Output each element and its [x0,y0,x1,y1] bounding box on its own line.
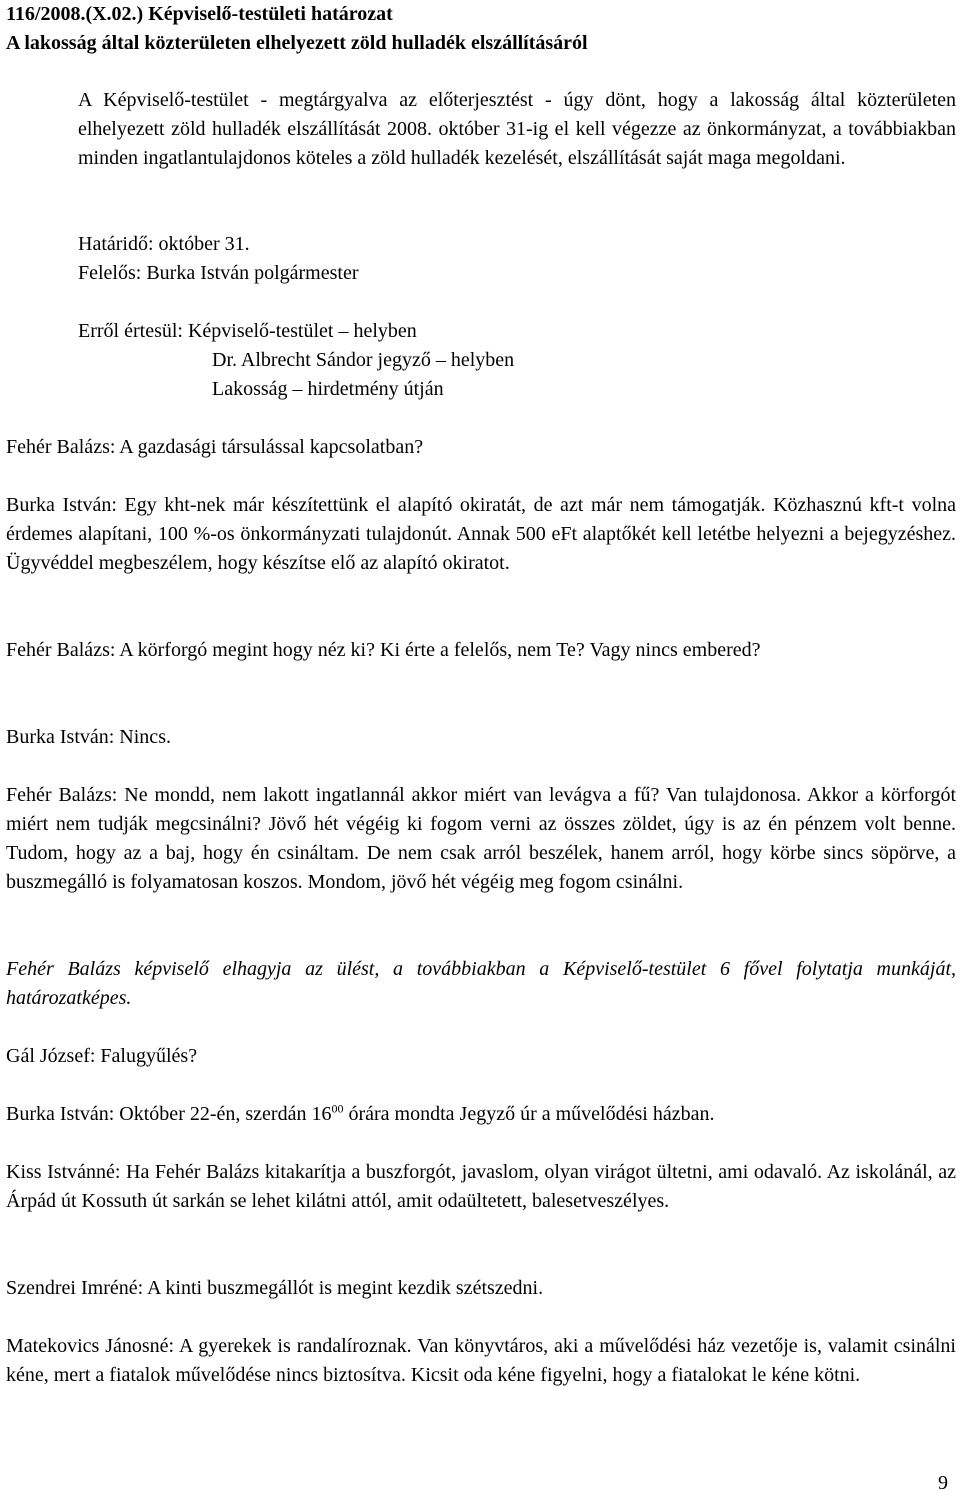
paragraph-8-superscript: 00 [331,1101,344,1116]
paragraph-6-italic-note: Fehér Balázs képviselő elhagyja az ülést, a továbbiakban a Képviselő-testület 6 fővel folytatja munkáját, határozatképes. [6,958,956,1009]
paragraph-11: Matekovics Jánosné: A gyerekek is randalíroznak. Van könyvtáros, aki a művelődési ház vezetője is, valamit csinálni kéne, mert a fiatalok művelődése nincs biztosítva. Kicsit oda kéne figyelni, hogy a fiatalokat le kéne kötni. [6,1335,956,1386]
paragraph-1: Fehér Balázs: A gazdasági társulással kapcsolatban? [6,436,424,458]
notify-line-2: Dr. Albrecht Sándor jegyző – helyben [212,349,515,371]
paragraph-3: Fehér Balázs: A körforgó megint hogy néz ki? Ki érte a felelős, nem Te? Vagy nincs embered? [6,639,761,661]
responsible-line: Felelős: Burka István polgármester [78,262,359,284]
paragraph-2: Burka István: Egy kht-nek már készítettünk el alapító okiratát, de azt már nem támogatják. Közhasznú kft-t volna érdemes alapítani, 100 %-os önkormányzati tulajdonút. Annak 500 eFt alaptőkét kell letétbe helyezni a bejegyzéshez. Ügyvéddel megbeszélem, hogy készítse elő az alapító okiratot. [6,494,956,574]
paragraph-7: Gál József: Falugyűlés? [6,1045,198,1067]
notify-line-3: Lakosság – hirdetmény útján [212,378,444,400]
resolution-subtitle: A lakosság által közterületen elhelyezett zöld hulladék elszállításáról [6,32,588,54]
paragraph-8 [6,1100,956,1129]
paragraph-10: Szendrei Imréné: A kinti buszmegállót is megint kezdik szétszedni. [6,1277,544,1299]
page-number: 9 [938,1472,948,1494]
paragraph-5: Fehér Balázs: Ne mondd, nem lakott ingatlannál akkor miért van levágva a fű? Van tulajdonosa. Akkor a körforgót miért nem tudják megcsinálni? Jövő hét végéig ki fogom verni az összes zöldet, úgy is az én pénzem volt benne. Tudom, hogy az a baj, hogy én csináltam. De nem csak arról beszélek, hanem arról, hogy körbe sincs söpörve, a buszmegálló is folyamatosan koszos. Mondom, jövő hét végéig meg fogom csinálni. [6,784,956,893]
resolution-text: A Képviselő-testület - megtárgyalva az előterjesztést - úgy dönt, hogy a lakosság által közterületen elhelyezett zöld hulladék elszállítását 2008. október 31-ig el kell végezze az önkormányzat, a továbbiakban minden ingatlantulajdonos köteles a zöld hulladék kezelését, elszállítását saját maga megoldani. [78,89,956,169]
resolution-title: 116/2008.(X.02.) Képviselő-testületi határozat [6,3,393,25]
deadline-line: Határidő: október 31. [78,233,250,255]
paragraph-4: Burka István: Nincs. [6,726,171,748]
paragraph-8-text-a: Burka István: Október 22-én, szerdán 16 [6,1103,332,1125]
notify-line-1: Erről értesül: Képviselő-testület – helyben [78,320,417,342]
paragraph-9: Kiss Istvánné: Ha Fehér Balázs kitakarítja a buszforgót, javaslom, olyan virágot ültetni, ami odavaló. Az iskolánál, az Árpád út Kossuth út sarkán se lehet kilátni attól, amit odaültetett, balesetveszélyes. [6,1161,956,1212]
paragraph-8-text-b: órára mondta Jegyző úr a művelődési házban. [343,1103,715,1125]
